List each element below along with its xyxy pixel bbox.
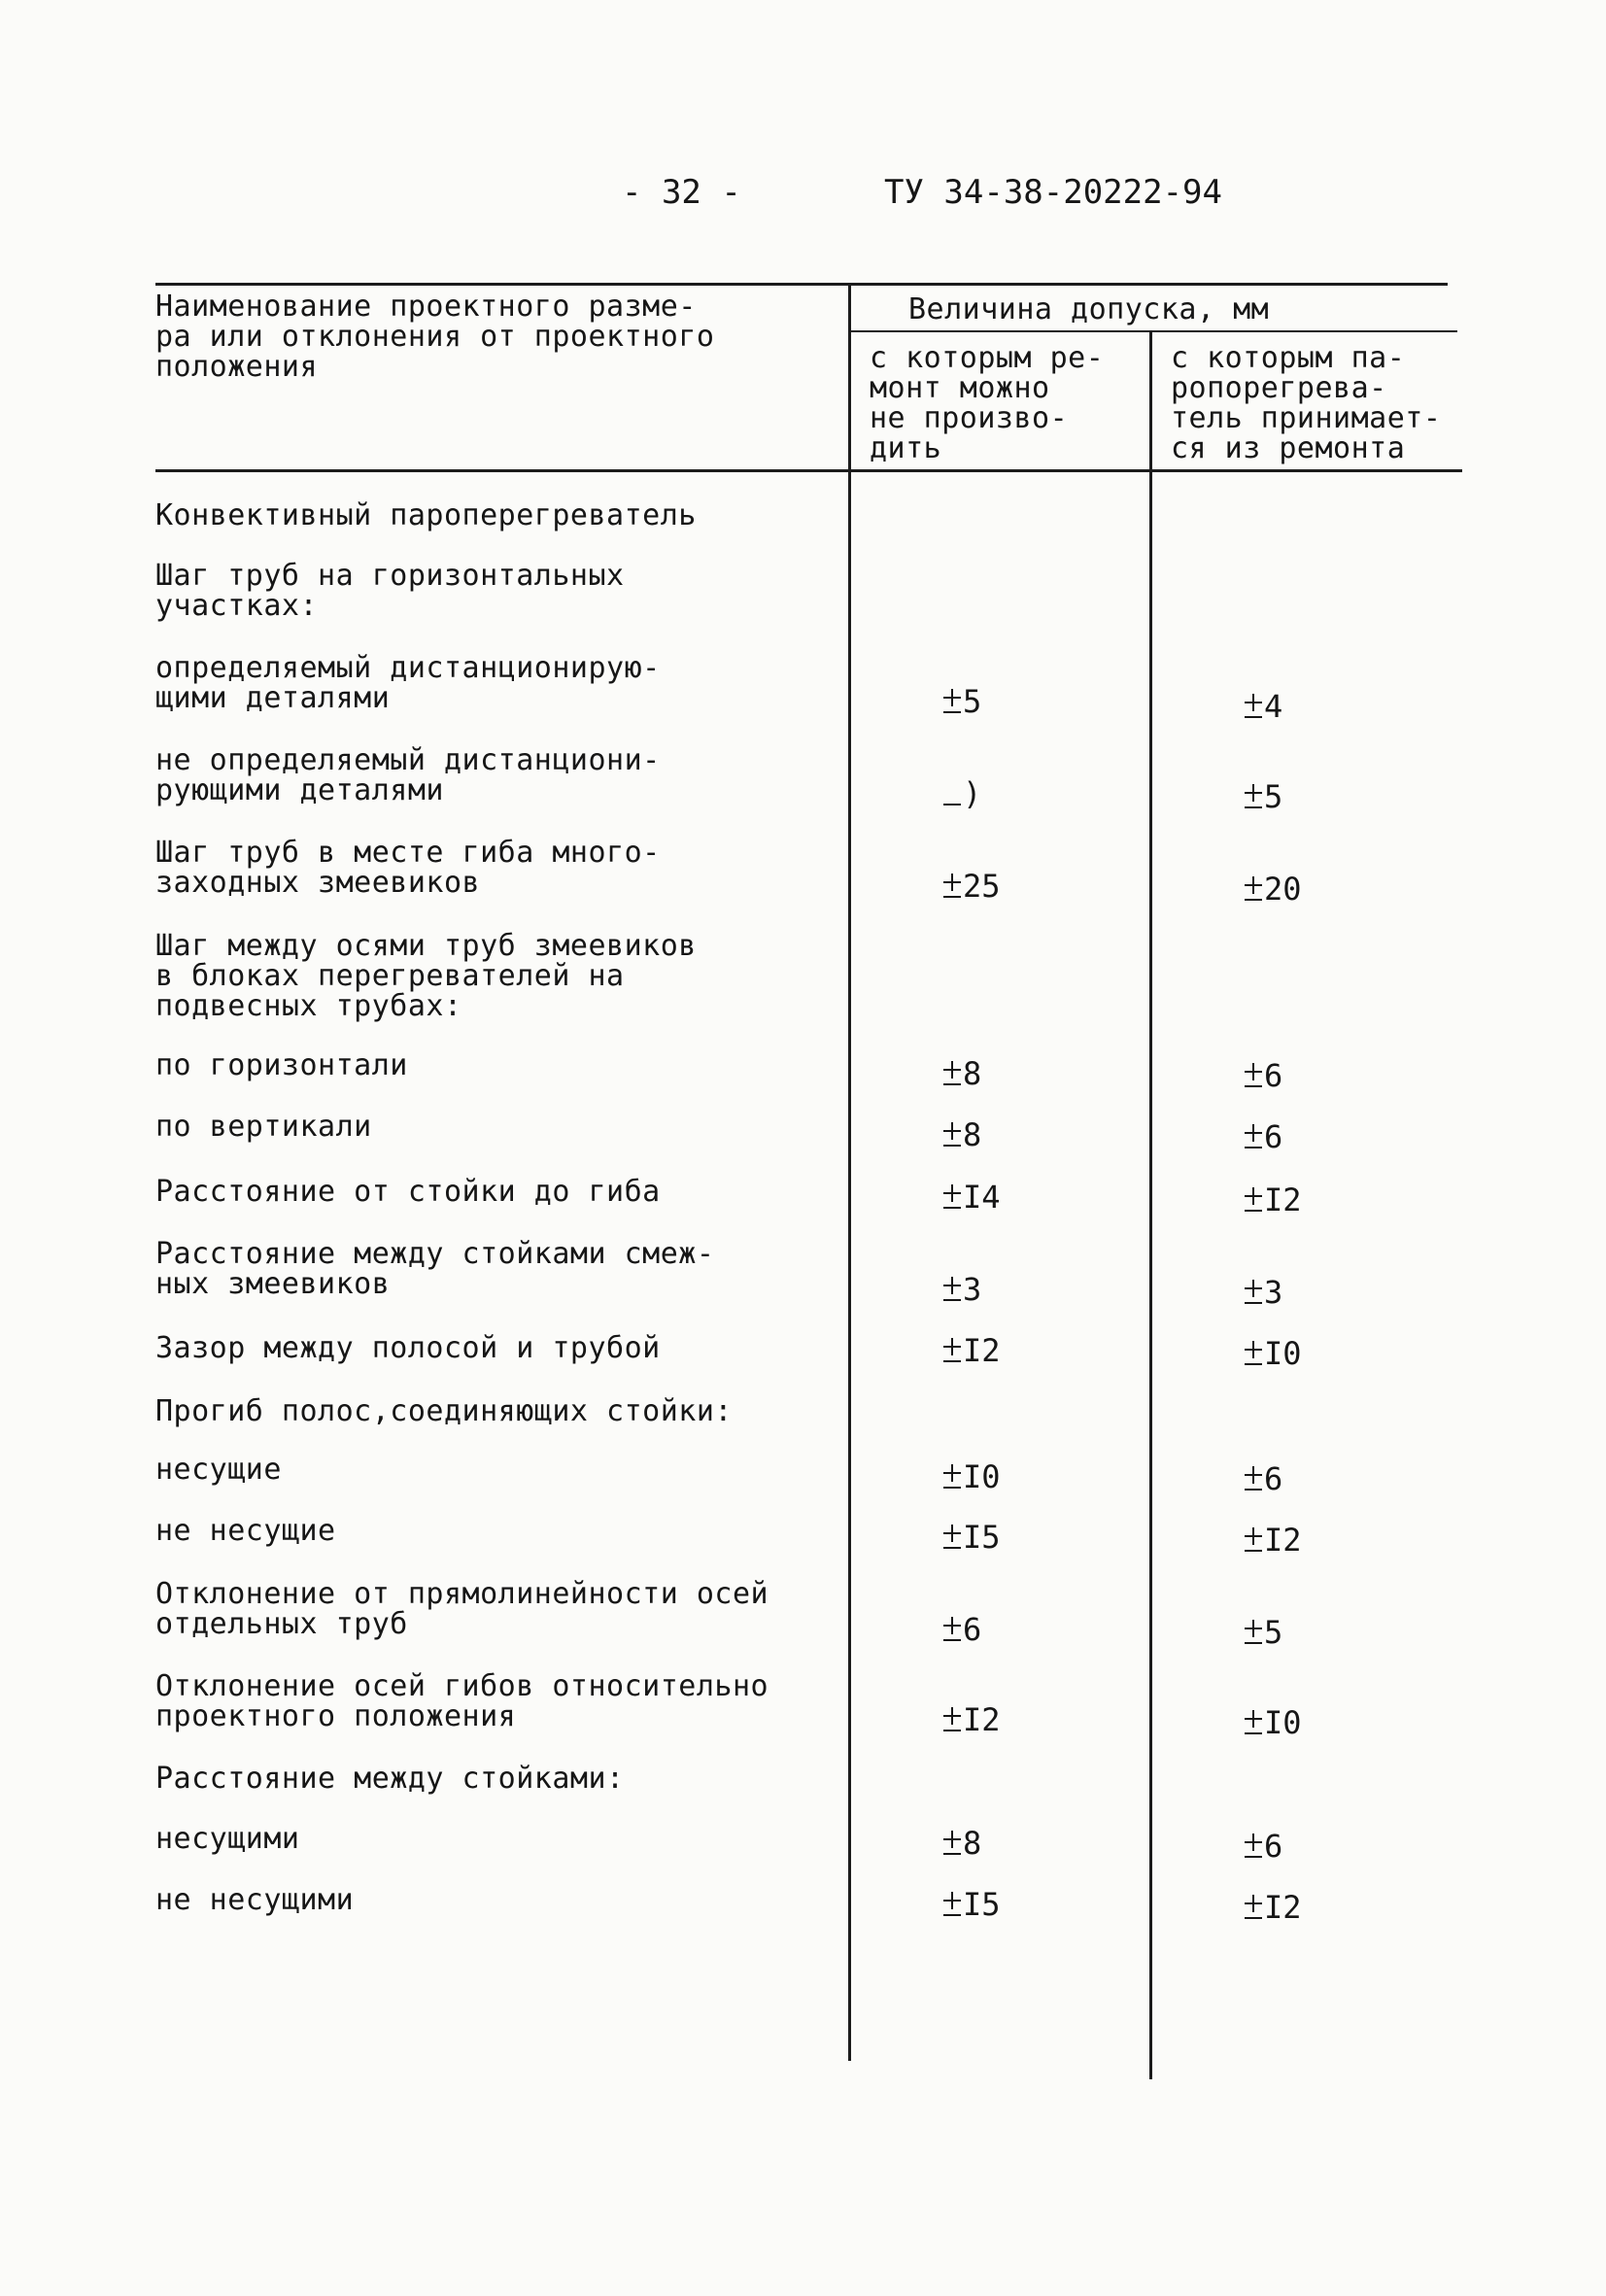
tolerance-accept: 20 — [1244, 873, 1302, 906]
tolerance-accept: 5 — [1244, 1616, 1282, 1649]
plus-minus-icon — [1244, 1277, 1263, 1306]
tolerance-accept: I2 — [1244, 1891, 1302, 1924]
table-top-rule — [155, 283, 1448, 286]
tolerance-without-repair: I5 — [942, 1521, 1001, 1554]
plus-minus-icon — [942, 778, 962, 807]
plus-minus-icon — [1244, 1121, 1263, 1150]
tolerance-without-repair: I2 — [942, 1703, 1001, 1736]
plus-minus-icon — [1244, 1617, 1263, 1646]
plus-minus-icon — [1244, 1831, 1263, 1860]
document-code: ТУ 34-38-20222-94 — [884, 173, 1222, 212]
row-name: Расстояние между стойками смеж- ных змеевиков — [155, 1237, 715, 1301]
header-bottom-rule — [155, 469, 1462, 472]
plus-minus-icon — [942, 1058, 962, 1087]
row-name: несущие — [155, 1453, 282, 1487]
column-header-accept-from-repair: с которым па- ропорегрева- тель принимает- ся из ремонта — [1171, 341, 1442, 465]
plus-minus-icon — [1244, 1892, 1263, 1921]
tolerance-accept: 6 — [1244, 1059, 1282, 1092]
tolerance-without-repair: 5 — [942, 685, 981, 718]
tolerance-accept: 6 — [1244, 1462, 1282, 1495]
plus-minus-icon — [1244, 874, 1263, 903]
plus-minus-icon — [942, 1704, 962, 1733]
tolerance-without-repair: 8 — [942, 1118, 981, 1151]
tolerance-accept: 6 — [1244, 1830, 1282, 1863]
column-header-without-repair: с которым ре- монт можно не произво- дить — [870, 341, 1105, 465]
tolerance-without-repair: I5 — [942, 1888, 1001, 1921]
plus-minus-icon — [942, 1828, 962, 1857]
group-header-rule — [850, 330, 1457, 332]
column-header-name: Наименование проектного разме- ра или отклонения от проектного положения — [155, 290, 715, 384]
tolerance-accept: I2 — [1244, 1524, 1302, 1557]
row-name: определяемый дистанционирую- щими деталями — [155, 651, 661, 715]
row-name: по вертикали — [155, 1110, 372, 1144]
plus-minus-icon — [942, 1274, 962, 1303]
plus-minus-icon — [1244, 1184, 1263, 1214]
row-name: Шаг труб на горизонтальных участках: — [155, 559, 625, 623]
row-name: не несущие — [155, 1514, 336, 1548]
tolerance-accept: 3 — [1244, 1276, 1282, 1309]
row-name: Шаг труб в месте гиба много- заходных змеевиков — [155, 836, 661, 900]
tolerance-accept: 6 — [1244, 1120, 1282, 1153]
plus-minus-icon — [942, 1614, 962, 1643]
plus-minus-icon — [1244, 1060, 1263, 1089]
tolerance-without-repair: 6 — [942, 1613, 981, 1646]
row-name: Отклонение от прямолинейности осей отдельных труб — [155, 1577, 769, 1641]
tolerance-accept: I2 — [1244, 1183, 1302, 1217]
tolerance-accept: I0 — [1244, 1706, 1302, 1739]
row-name: Конвективный пароперегреватель — [155, 498, 697, 532]
tolerance-accept: 4 — [1244, 690, 1282, 723]
plus-minus-icon — [1244, 691, 1263, 720]
plus-minus-icon — [942, 1522, 962, 1551]
row-name: Зазор между полосой и трубой — [155, 1331, 661, 1365]
row-name: Расстояние между стойками: — [155, 1762, 625, 1796]
page-number: - 32 - — [622, 173, 741, 212]
row-name: Шаг между осями труб змеевиков в блоках перегревателей на подвесных трубах: — [155, 929, 697, 1023]
tolerance-without-repair: I0 — [942, 1460, 1001, 1493]
plus-minus-icon — [942, 1182, 962, 1211]
plus-minus-icon — [942, 1889, 962, 1918]
tolerance-accept: 5 — [1244, 780, 1282, 813]
tolerance-without-repair: I2 — [942, 1334, 1001, 1367]
plus-minus-icon — [1244, 1338, 1263, 1367]
tolerance-without-repair: I4 — [942, 1181, 1001, 1214]
tolerance-without-repair: 3 — [942, 1273, 981, 1306]
plus-minus-icon — [1244, 1525, 1263, 1554]
tolerance-accept: I0 — [1244, 1337, 1302, 1370]
tolerance-without-repair: 25 — [942, 870, 1001, 903]
plus-minus-icon — [942, 871, 962, 900]
plus-minus-icon — [942, 686, 962, 715]
plus-minus-icon — [942, 1335, 962, 1364]
column-header-tolerance-group: Величина допуска, мм — [908, 292, 1270, 326]
row-name: Отклонение осей гибов относительно проектного положения — [155, 1669, 769, 1733]
plus-minus-icon — [1244, 1463, 1263, 1492]
row-name: Прогиб полос,соединяющих стойки: — [155, 1394, 733, 1428]
row-name: по горизонтали — [155, 1048, 408, 1082]
row-name: несущими — [155, 1822, 300, 1856]
plus-minus-icon — [1244, 781, 1263, 810]
row-name: не определяемый дистанциони- рующими деталями — [155, 743, 661, 807]
row-name: не несущими — [155, 1883, 355, 1917]
tolerance-without-repair: 8 — [942, 1057, 981, 1090]
row-name: Расстояние от стойки до гиба — [155, 1175, 661, 1209]
column-divider-2 — [1149, 330, 1152, 2079]
plus-minus-icon — [1244, 1707, 1263, 1736]
column-divider-1 — [848, 283, 851, 2061]
plus-minus-icon — [942, 1119, 962, 1148]
plus-minus-icon — [942, 1461, 962, 1491]
tolerance-without-repair: 8 — [942, 1827, 981, 1860]
tolerance-without-repair: ) — [942, 777, 981, 810]
